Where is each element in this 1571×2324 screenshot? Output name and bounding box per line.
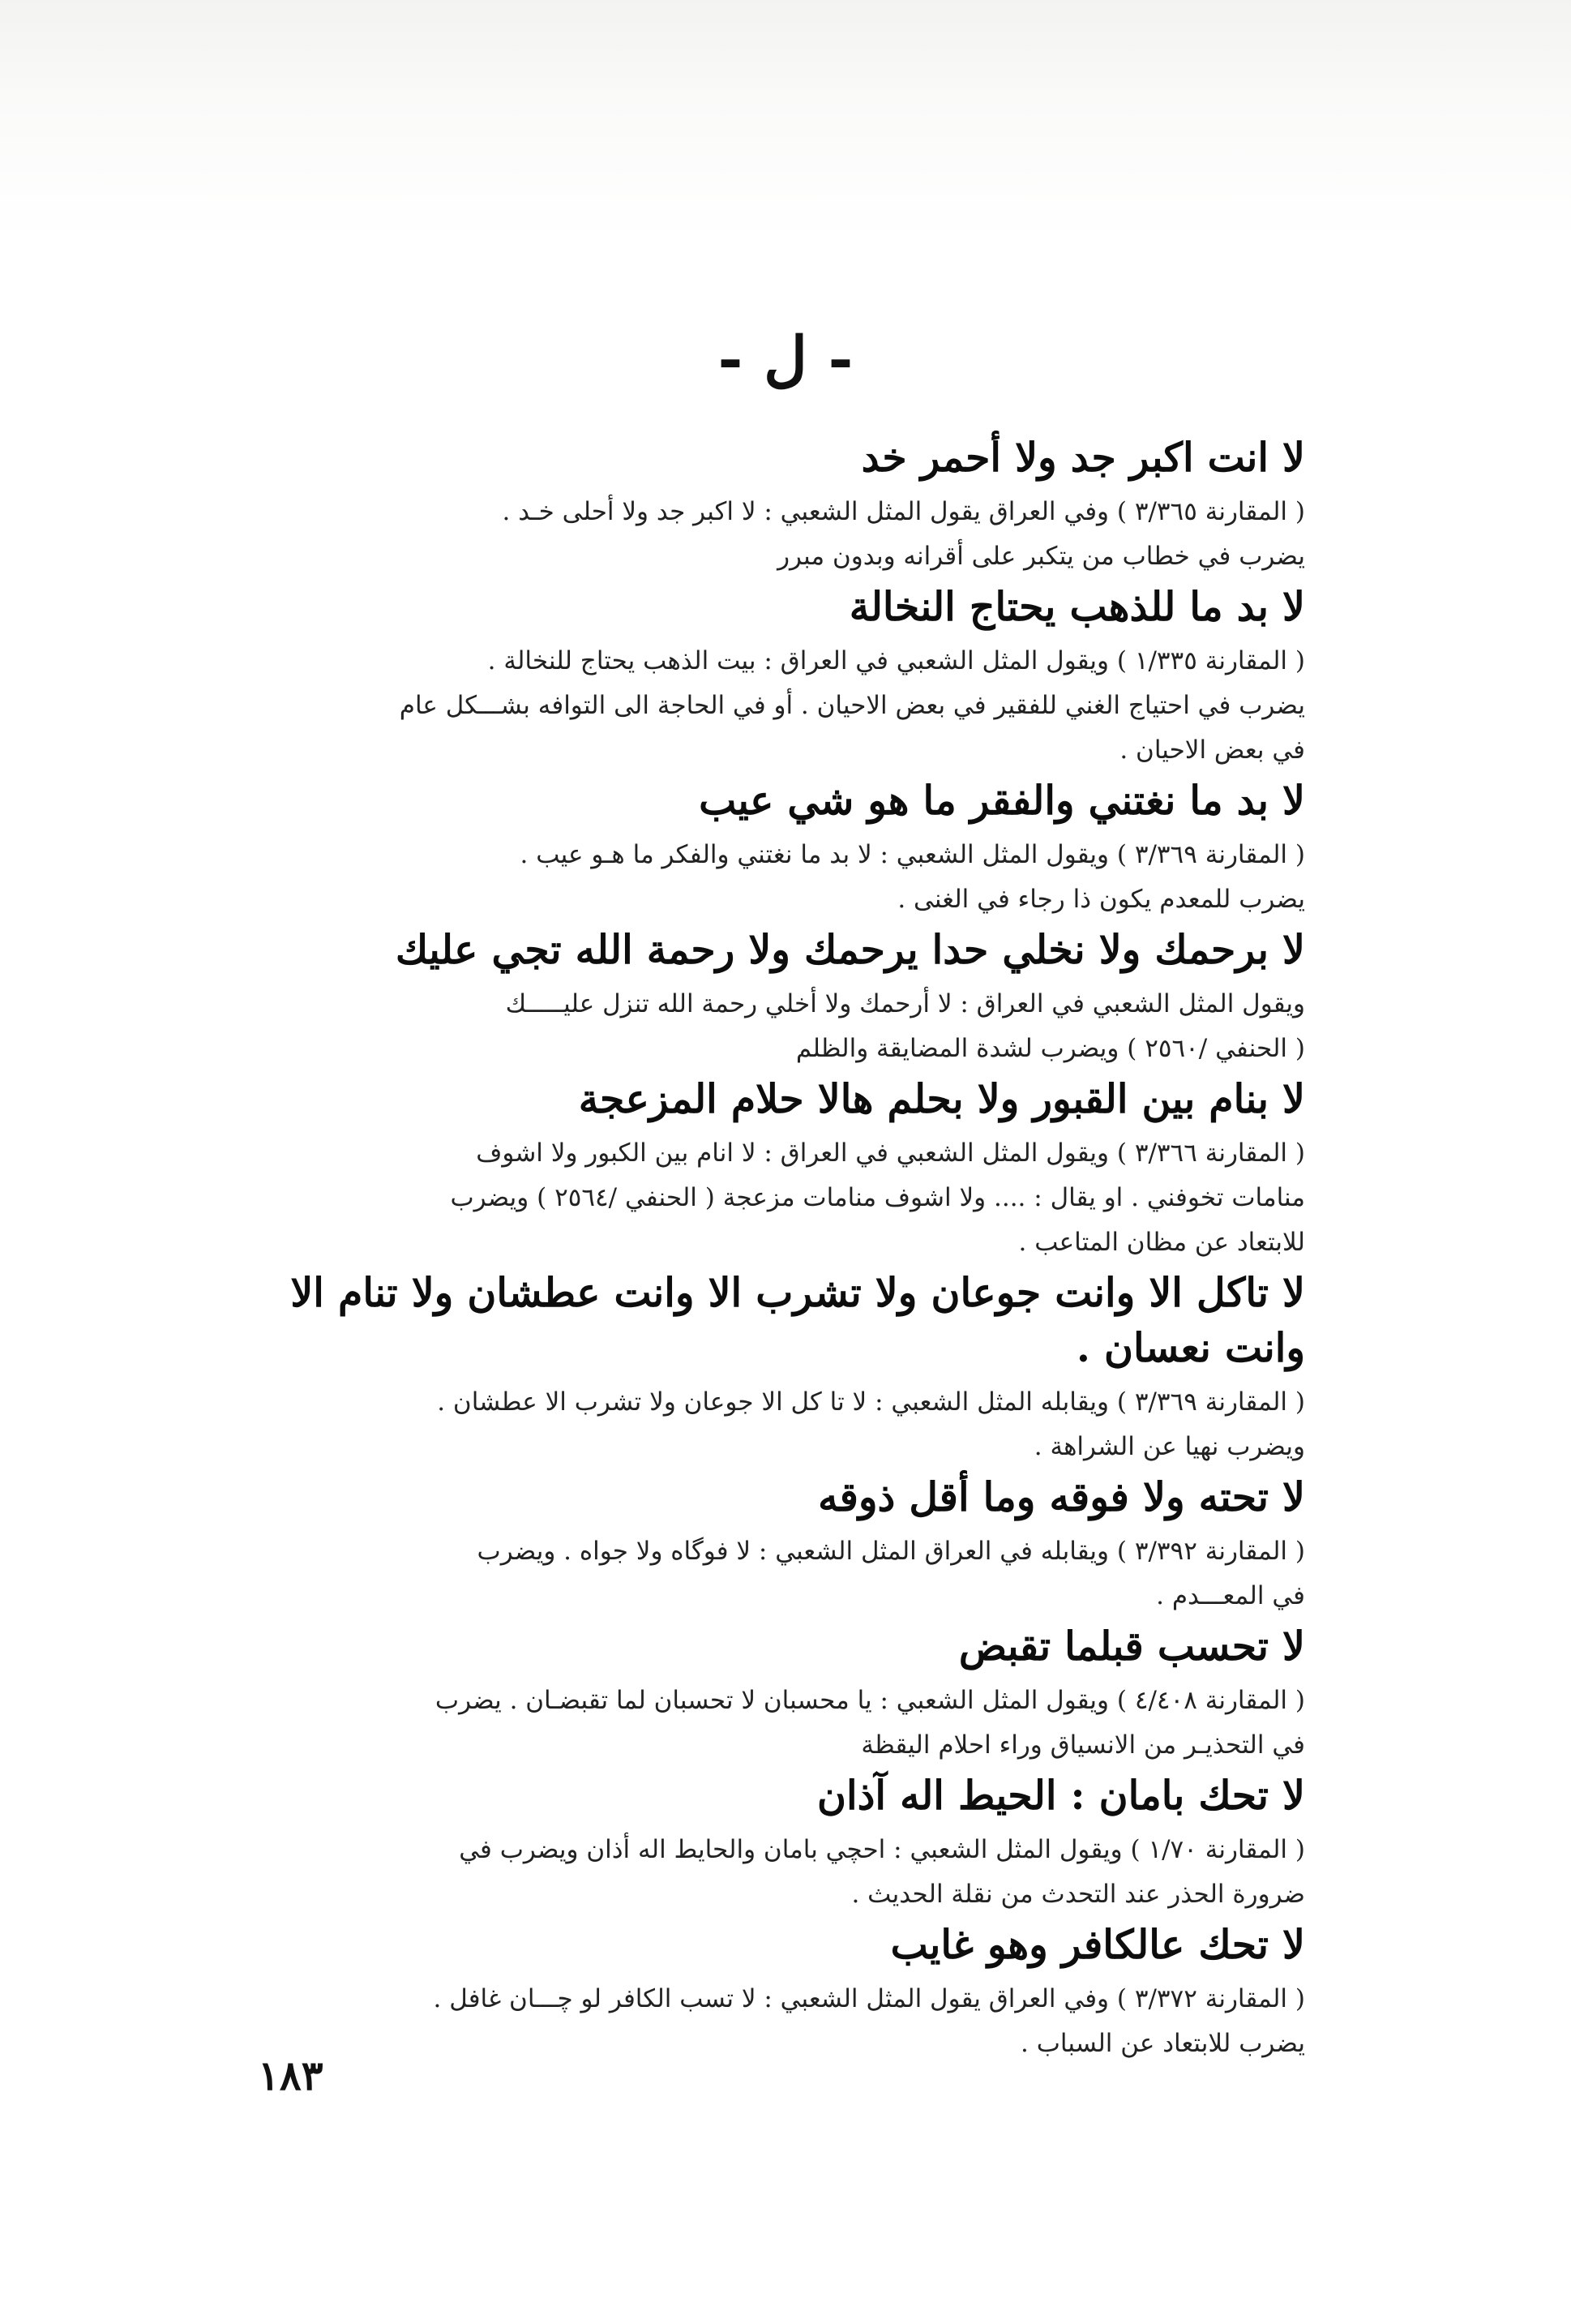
proverb-title: لا تحك عالكافر وهو غايب xyxy=(890,1921,1305,1968)
commentary-line: للابتعاد عن مظان المتاعب . xyxy=(1018,1228,1305,1257)
proverb-title: لا بنام بين القبور ولا بحلم هالا حلام المزعجة xyxy=(578,1075,1305,1122)
proverb-entry xyxy=(251,430,1305,579)
commentary-line: ويضرب نهيا عن الشراهة . xyxy=(1034,1432,1305,1461)
commentary-line: يضرب في احتياج الغني للفقير في بعض الاحيان . أو في الحاجة الى التوافه بشـــكل عام xyxy=(399,691,1305,720)
commentary-line: ( المقارنة ٣/٣٩٢ ) ويقابله في العراق المثل الشعبي : لا فوگاه ولا جواه . ويضرب xyxy=(477,1537,1305,1566)
page-number: ١٨٣ xyxy=(258,2052,323,2099)
commentary-line: ( المقارنة ٣/٣٦٩ ) ويقابله المثل الشعبي : لا تا كل الا جوعان ولا تشرب الا عطشان . xyxy=(437,1387,1305,1417)
commentary-line: في التحذيـر من الانسياق وراء احلام اليقظة xyxy=(861,1730,1305,1760)
proverb-entry xyxy=(251,1265,1305,1469)
proverb-entry xyxy=(251,1071,1305,1265)
proverb-title: لا بد ما للذهب يحتاج النخالة xyxy=(849,583,1305,630)
commentary-line: منامات تخوفني . او يقال : .... ولا اشوف منامات مزعجة ( الحنفي /٢٥٦٤ ) ويضرب xyxy=(450,1183,1305,1212)
commentary-line: ( المقارنة ٣/٣٦٥ ) وفي العراق يقول المثل الشعبي : لا اكبر جد ولا أحلى خـد . xyxy=(502,497,1305,526)
commentary-line: يضرب للابتعاد عن السباب . xyxy=(1021,2029,1305,2058)
proverb-title: لا تحسب قبلما تقبض xyxy=(958,1623,1305,1670)
commentary-line: ( المقارنة ٣/٣٦٦ ) ويقول المثل الشعبي في العراق : لا انام بين الكبور ولا اشوف xyxy=(476,1138,1305,1168)
commentary-line: ( المقارنة ٣/٣٧٢ ) وفي العراق يقول المثل الشعبي : لا تسب الكافر لو چـــان غافل . xyxy=(433,1984,1305,2013)
commentary-line: ( المقارنة ٤/٤٠٨ ) ويقول المثل الشعبي : يا محسبان لا تحسبان لما تقبضـان . يضرب xyxy=(434,1686,1305,1715)
commentary-line: في المعـــدم . xyxy=(1156,1581,1305,1610)
commentary-line: في بعض الاحيان . xyxy=(1119,735,1305,765)
commentary-line: يضرب للمعدم يكون ذا رجاء في الغنى . xyxy=(897,885,1305,914)
proverb-entry xyxy=(251,1768,1305,1917)
proverb-title: لا انت اكبر جد ولا أحمر خد xyxy=(861,434,1305,481)
proverb-title: لا بد ما نغتني والفقر ما هو شي عيب xyxy=(699,777,1305,824)
proverb-entry xyxy=(251,773,1305,922)
proverb-entry xyxy=(251,922,1305,1071)
proverb-entry xyxy=(251,579,1305,773)
proverb-title: لا تاكل الا وانت جوعان ولا تشرب الا وانت عطشان ولا تنام الا وانت نعسان . xyxy=(290,1269,1305,1371)
proverb-title: لا برحمك ولا نخلي حدا يرحمك ولا رحمة الله تجي عليك xyxy=(395,926,1305,973)
commentary-line: ( المقارنة ٣/٣٦٩ ) ويقول المثل الشعبي : لا بد ما نغتني والفكر ما هـو عيب . xyxy=(520,840,1305,869)
section-letter-heading: - ل - xyxy=(717,324,854,394)
commentary-line: ( المقارنة ١/٧٠ ) ويقول المثل الشعبي : احچي بامان والحايط اله أذان ويضرب في xyxy=(459,1835,1305,1864)
proverb-title: لا تحته ولا فوقه وما أقل ذوقه xyxy=(818,1473,1305,1520)
proverb-entry xyxy=(251,1619,1305,1768)
proverb-entry xyxy=(251,1469,1305,1619)
proverb-title: لا تحك بامان : الحيط اله آذان xyxy=(817,1772,1305,1819)
commentary-line: ( المقارنة ١/٣٣٥ ) ويقول المثل الشعبي في العراق : بيت الذهب يحتاج للنخالة . xyxy=(487,646,1305,675)
commentary-line: ضرورة الحذر عند التحدث من نقلة الحديث . xyxy=(851,1880,1305,1909)
proverb-list xyxy=(251,430,1305,2066)
commentary-line: يضرب في خطاب من يتكبر على أقرانه وبدون مبرر xyxy=(777,542,1305,571)
commentary-line: ويقول المثل الشعبي في العراق : لا أرحمك ولا أخلي رحمة الله تنزل عليـــــك xyxy=(505,989,1305,1018)
proverb-entry xyxy=(251,1917,1305,2066)
commentary-line: ( الحنفي /٢٥٦٠ ) ويضرب لشدة المضايقة والظلم xyxy=(795,1034,1305,1063)
